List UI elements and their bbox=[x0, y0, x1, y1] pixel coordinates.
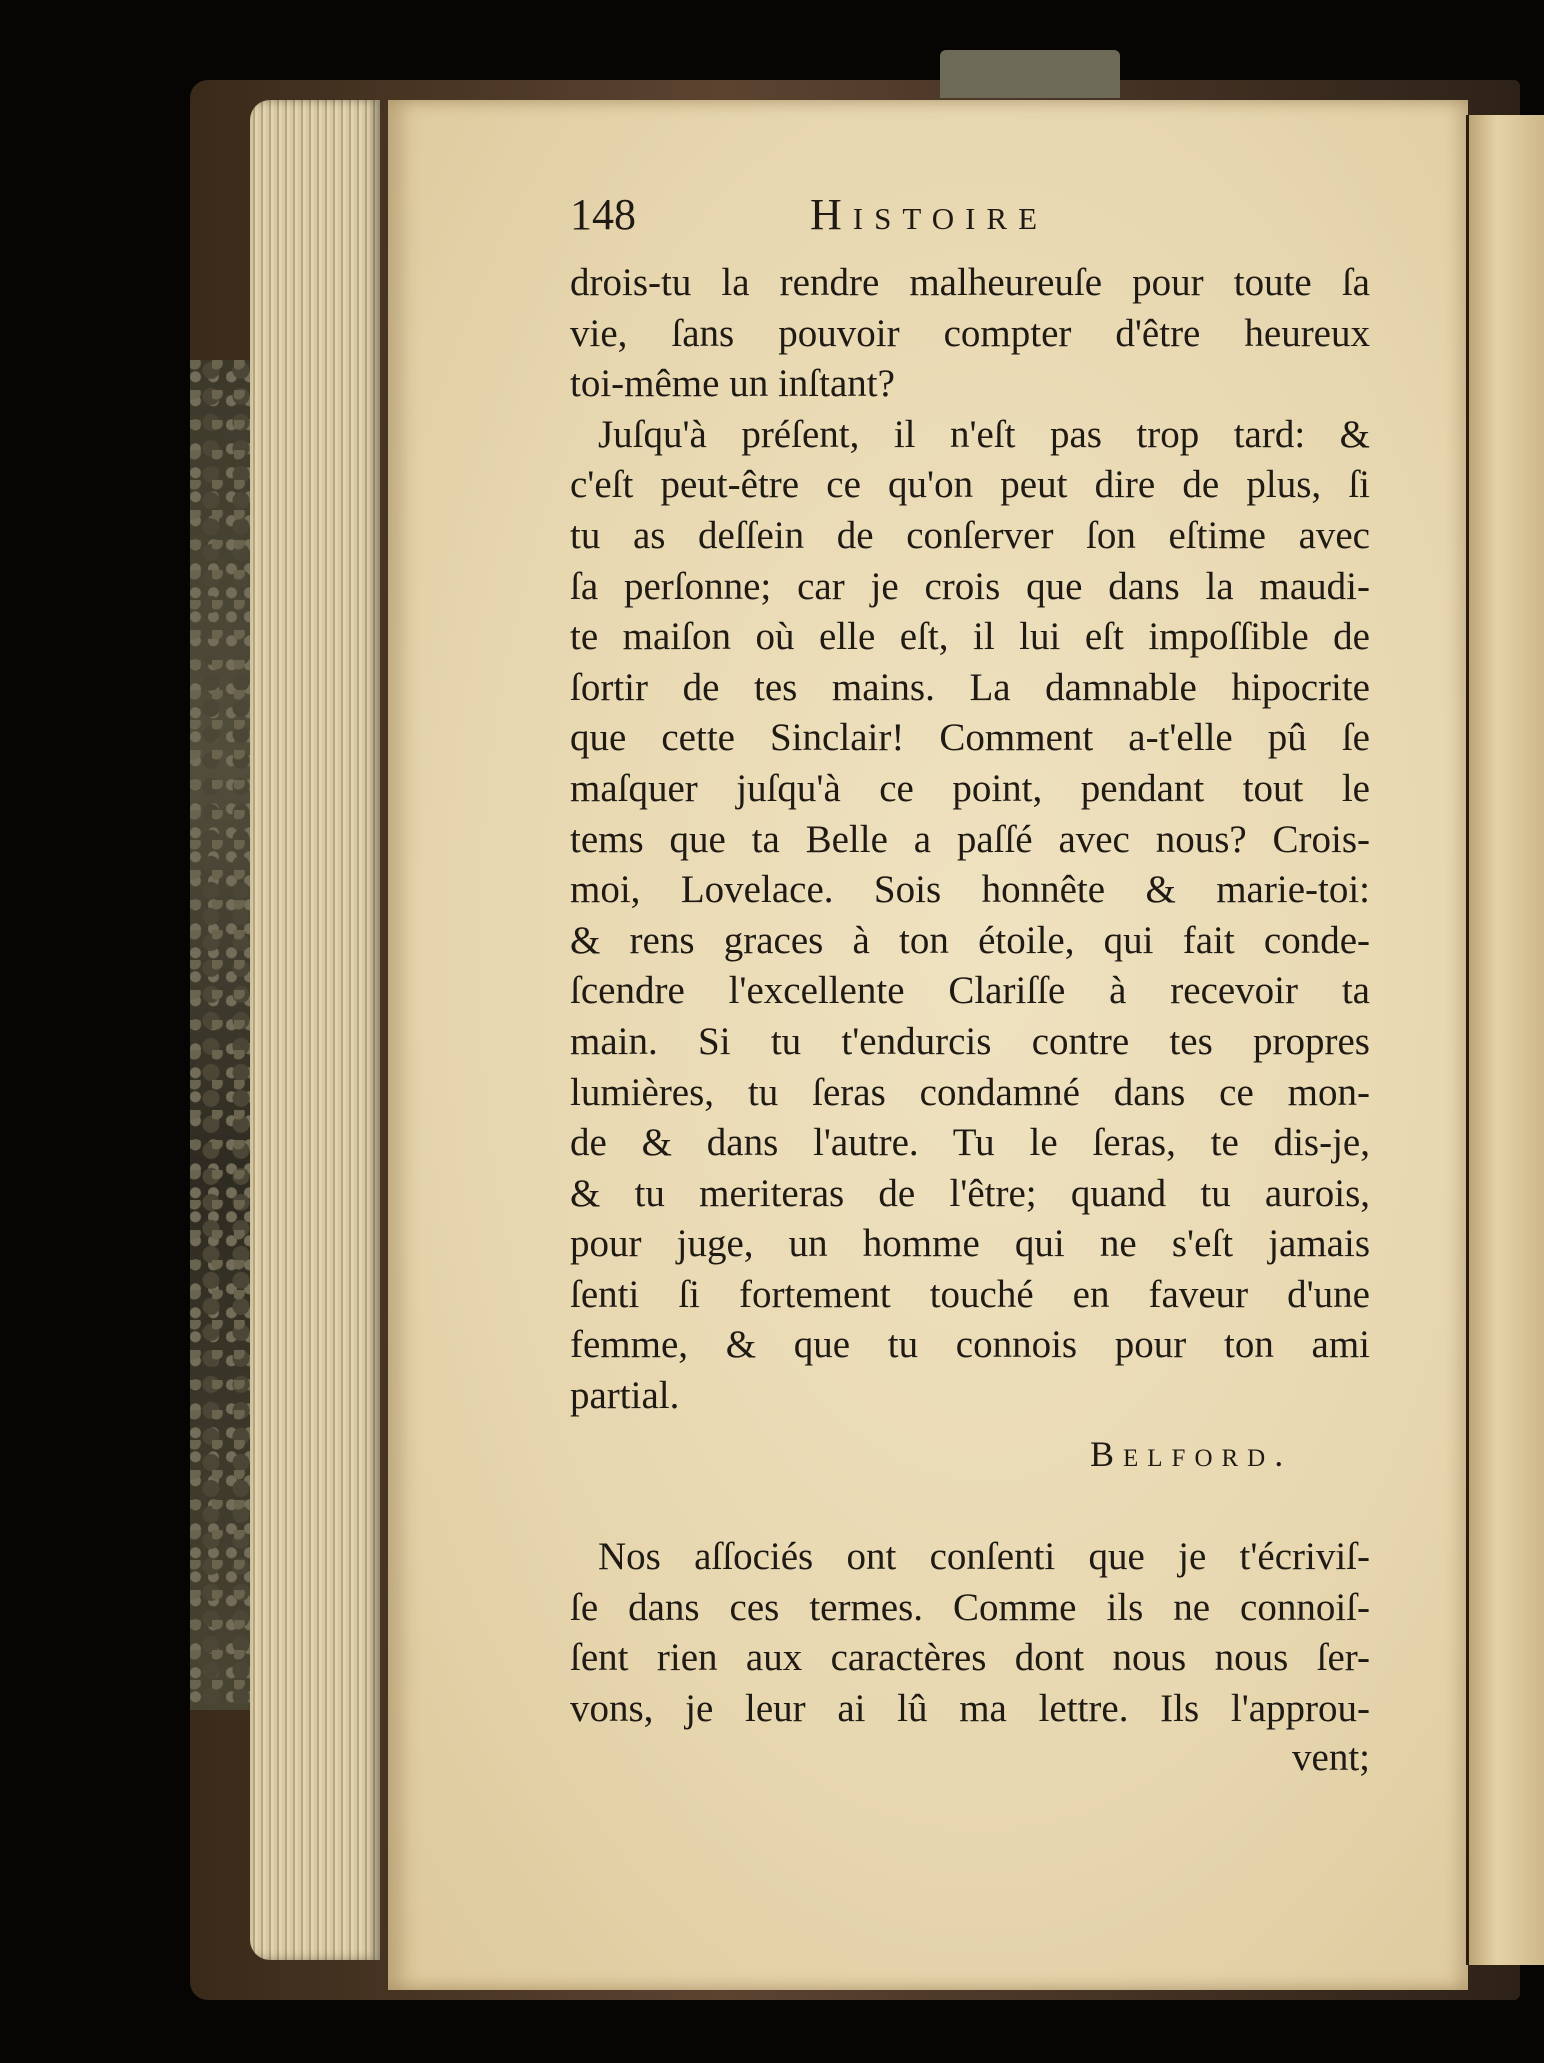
text-line: & tu meriteras de l'être; quand tu aurois, bbox=[570, 1171, 1370, 1215]
text-line: vons, je leur ai lû ma lettre. Ils l'approu- bbox=[570, 1686, 1370, 1730]
text-line: moi, Lovelace. Sois honnête & marie-toi: bbox=[570, 868, 1370, 912]
text-line: Juſqu'à préſent, il n'eſt pas trop tard: & bbox=[598, 412, 1370, 456]
text-line: tu as deſſein de conſerver ſon eſtime avec bbox=[570, 513, 1370, 557]
text-line: partial. bbox=[570, 1374, 680, 1418]
page-number: 148 bbox=[570, 190, 636, 239]
gutter bbox=[1466, 115, 1469, 1965]
postscript bbox=[570, 1532, 1370, 1734]
page-edges bbox=[250, 100, 380, 1960]
catchword: vent; bbox=[1292, 1736, 1370, 1779]
text-line: te maiſon où elle eſt, il lui eſt impoſſible de bbox=[570, 615, 1370, 659]
text-line: Nos aſſociés ont conſenti que je t'écriviſ- bbox=[598, 1535, 1370, 1578]
text-line: & rens graces à ton étoile, qui fait conde- bbox=[570, 918, 1370, 962]
text-line: drois-tu la rendre malheureuſe pour toute ſa bbox=[570, 261, 1370, 304]
text-line: c'eſt peut-être ce qu'on peut dire de plus, ſi bbox=[570, 463, 1370, 507]
text-line: ſenti ſi fortement touché en faveur d'une bbox=[570, 1272, 1370, 1316]
text-line: pour juge, un homme qui ne s'eſt jamais bbox=[570, 1222, 1370, 1266]
text-line: de & dans l'autre. Tu le ſeras, te dis-je, bbox=[570, 1121, 1370, 1165]
text-line: vie, ſans pouvoir compter d'être heureux bbox=[570, 311, 1370, 355]
signature: Belford. bbox=[1090, 1434, 1293, 1474]
text-line: ſent rien aux caractères dont nous nous ſer- bbox=[570, 1636, 1370, 1680]
body-text bbox=[570, 258, 1370, 1422]
text-line: ſortir de tes mains. La damnable hipocrite bbox=[570, 665, 1370, 709]
text-line: que cette Sinclair! Comment a-t'elle pû ſe bbox=[570, 716, 1370, 760]
facing-page-edge bbox=[1466, 115, 1544, 1965]
text-line: lumières, tu ſeras condamné dans ce mon- bbox=[570, 1070, 1370, 1114]
text-line: tems que ta Belle a paſſé avec nous? Crois- bbox=[570, 817, 1370, 861]
marbled-cover-edge bbox=[190, 360, 250, 1710]
text-line: ſe dans ces termes. Comme ils ne connoiſ- bbox=[570, 1585, 1370, 1629]
running-head: Histoire bbox=[810, 190, 1049, 239]
text-line: toi-même un inſtant? bbox=[570, 362, 895, 406]
binding-tab bbox=[940, 50, 1120, 98]
text-line: maſquer juſqu'à ce point, pendant tout le bbox=[570, 766, 1370, 810]
text-line: main. Si tu t'endurcis contre tes propres bbox=[570, 1019, 1370, 1063]
text-line: ſcendre l'excellente Clariſſe à recevoir ta bbox=[570, 969, 1370, 1013]
text-line: femme, & que tu connois pour ton ami bbox=[570, 1323, 1370, 1367]
page-header bbox=[570, 185, 1370, 245]
text-line: ſa perſonne; car je crois que dans la maudi- bbox=[570, 564, 1370, 608]
